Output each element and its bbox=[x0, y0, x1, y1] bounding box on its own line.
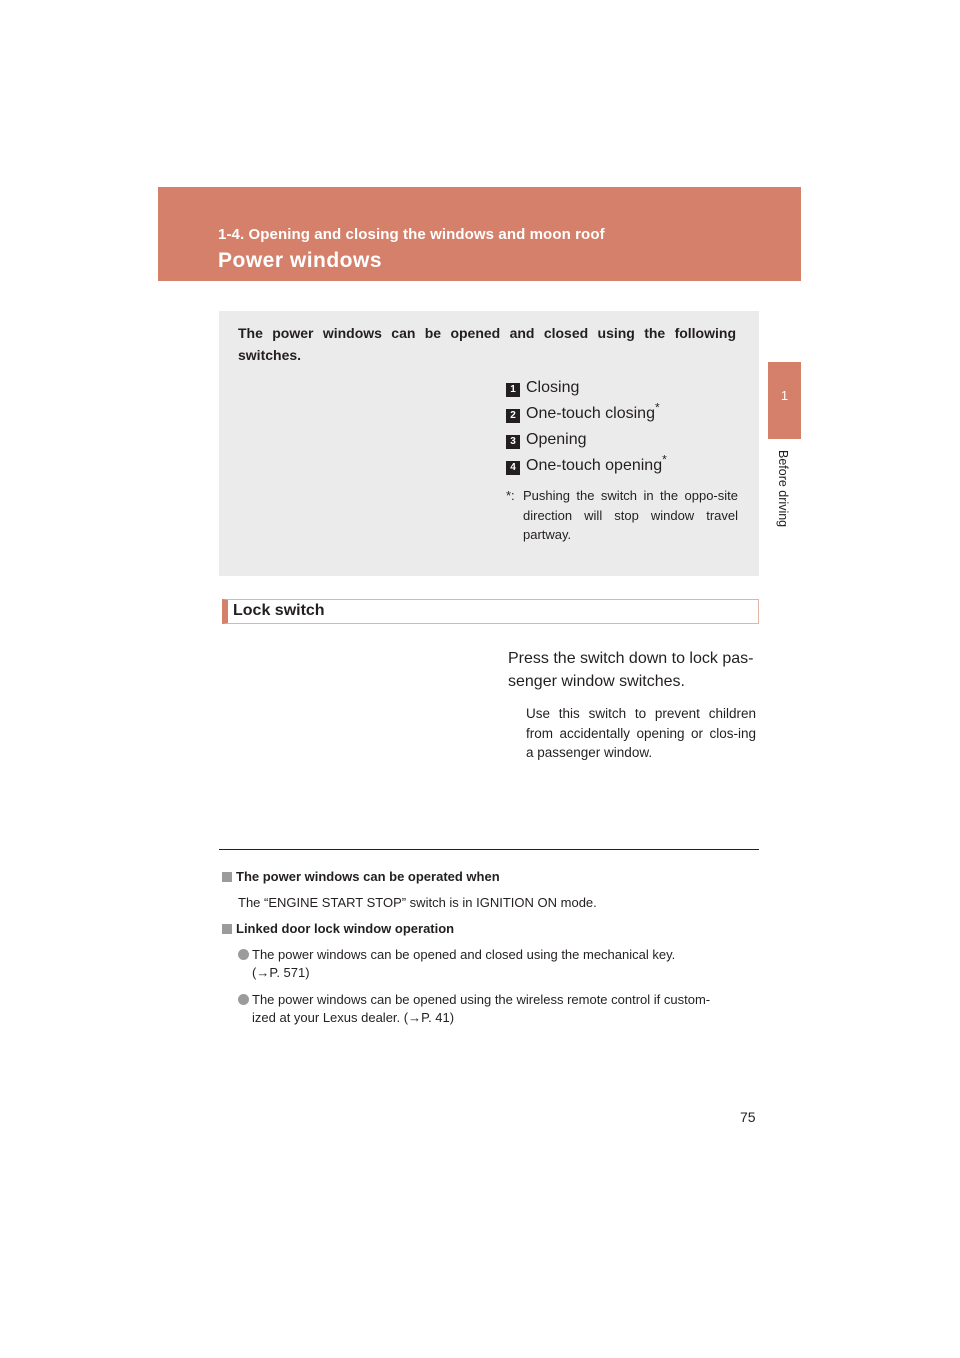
legend-item bbox=[506, 429, 667, 455]
intro-text: The power windows can be opened and closed using the following switches. bbox=[238, 325, 736, 363]
footnote bbox=[506, 486, 738, 545]
bullet-item bbox=[238, 946, 758, 982]
lock-switch-heading bbox=[222, 599, 759, 624]
footnote-text: Pushing the switch in the oppo-site direction will stop window travel partway. bbox=[523, 488, 738, 542]
bullet-text-line: The power windows can be opened using the wireless remote control if custom- bbox=[252, 992, 711, 1007]
note-heading bbox=[222, 921, 454, 936]
chapter-tab-number: 1 bbox=[780, 388, 789, 403]
legend-number-badge: 2 bbox=[506, 409, 520, 423]
note-heading-text: Linked door lock window operation bbox=[236, 921, 455, 936]
section-label: 1-4. Opening and closing the windows and moon roof bbox=[218, 226, 605, 243]
legend-label: Closing bbox=[526, 379, 580, 396]
footnote-mark: *: bbox=[506, 488, 515, 503]
asterisk-mark: * bbox=[662, 452, 667, 467]
legend-item bbox=[506, 400, 667, 429]
switch-legend bbox=[506, 377, 667, 481]
legend-label: One-touch closing bbox=[526, 405, 655, 422]
legend-label: Opening bbox=[526, 431, 587, 448]
page-number: 75 bbox=[740, 1109, 756, 1125]
lock-switch-title: Lock switch bbox=[233, 602, 325, 619]
header-band bbox=[158, 187, 801, 281]
legend-number-badge: 4 bbox=[506, 461, 520, 475]
circle-bullet-icon bbox=[238, 994, 249, 1005]
legend-number-badge: 1 bbox=[506, 383, 520, 397]
chapter-tab[interactable] bbox=[768, 362, 801, 439]
bullet-text-line-with-reference[interactable]: ized at your Lexus dealer. (→P. 41) bbox=[252, 1010, 455, 1025]
page-reference-link[interactable]: (→P. 571) bbox=[252, 965, 310, 980]
lock-switch-body: Press the switch down to lock pas-senger window switches. bbox=[508, 650, 754, 690]
page-title: Power windows bbox=[218, 249, 383, 272]
note-text: The “ENGINE START STOP” switch is in IGNITION ON mode. bbox=[238, 895, 597, 910]
square-bullet-icon bbox=[222, 924, 232, 934]
bullet-text-line: The power windows can be opened and closed using the mechanical key. bbox=[252, 947, 676, 962]
note-heading-text: The power windows can be operated when bbox=[236, 869, 500, 884]
legend-item bbox=[506, 452, 667, 481]
circle-bullet-icon bbox=[238, 949, 249, 960]
intro-box bbox=[219, 311, 759, 576]
square-bullet-icon bbox=[222, 872, 232, 882]
lock-switch-note: Use this switch to prevent children from accidentally opening or clos-ing a passenger window. bbox=[526, 706, 756, 760]
chapter-label: Before driving bbox=[776, 450, 790, 528]
legend-label: One-touch opening bbox=[526, 457, 663, 474]
legend-item bbox=[506, 377, 667, 403]
asterisk-mark: * bbox=[654, 400, 660, 415]
bullet-item bbox=[238, 991, 758, 1027]
divider bbox=[219, 849, 759, 850]
note-heading bbox=[222, 869, 500, 884]
legend-number-badge: 3 bbox=[506, 435, 520, 449]
